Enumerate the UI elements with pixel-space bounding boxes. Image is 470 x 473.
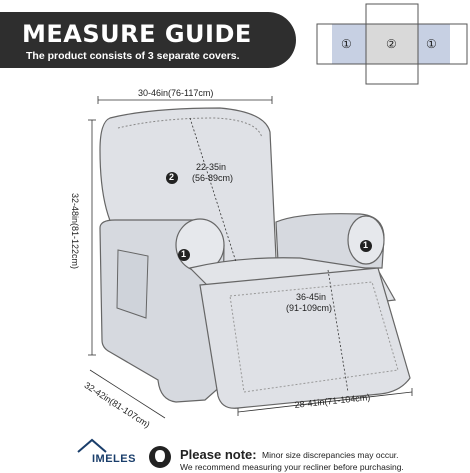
dim-seat-length-2: (91-109cm)	[286, 303, 333, 313]
legend-label-left: ①	[341, 37, 352, 51]
marker-arm-right: 1	[363, 240, 369, 250]
note-title: Please note:	[180, 447, 257, 462]
dim-front-width: 28-41in(71-104cm)	[294, 392, 371, 410]
marker-backrest: 2	[169, 172, 175, 182]
note-line-2: We recommend measuring your recliner before purchasing.	[180, 462, 404, 472]
legend-label-center: ②	[386, 37, 397, 51]
page-title: MEASURE GUIDE	[22, 20, 252, 48]
brand-logo: IMELES	[92, 453, 136, 465]
dim-overall-height: 32-48in(81-122cm)	[70, 193, 80, 270]
marker-arm-left: 1	[181, 249, 187, 259]
note-line-1: Minor size discrepancies may occur.	[262, 450, 399, 460]
page-subtitle: The product consists of 3 separate covers.	[26, 50, 240, 62]
legend-label-right: ①	[426, 37, 437, 51]
dim-top-width: 30-46in(76-117cm)	[138, 88, 214, 98]
dim-side-depth: 32-42in(81-107cm)	[82, 380, 152, 430]
dim-seat-length-1: 36-45in	[296, 292, 327, 302]
recliner-chair	[100, 108, 410, 408]
dim-back-height-1: 22-35in	[196, 162, 227, 172]
dim-back-height-2: (56-89cm)	[192, 173, 234, 183]
